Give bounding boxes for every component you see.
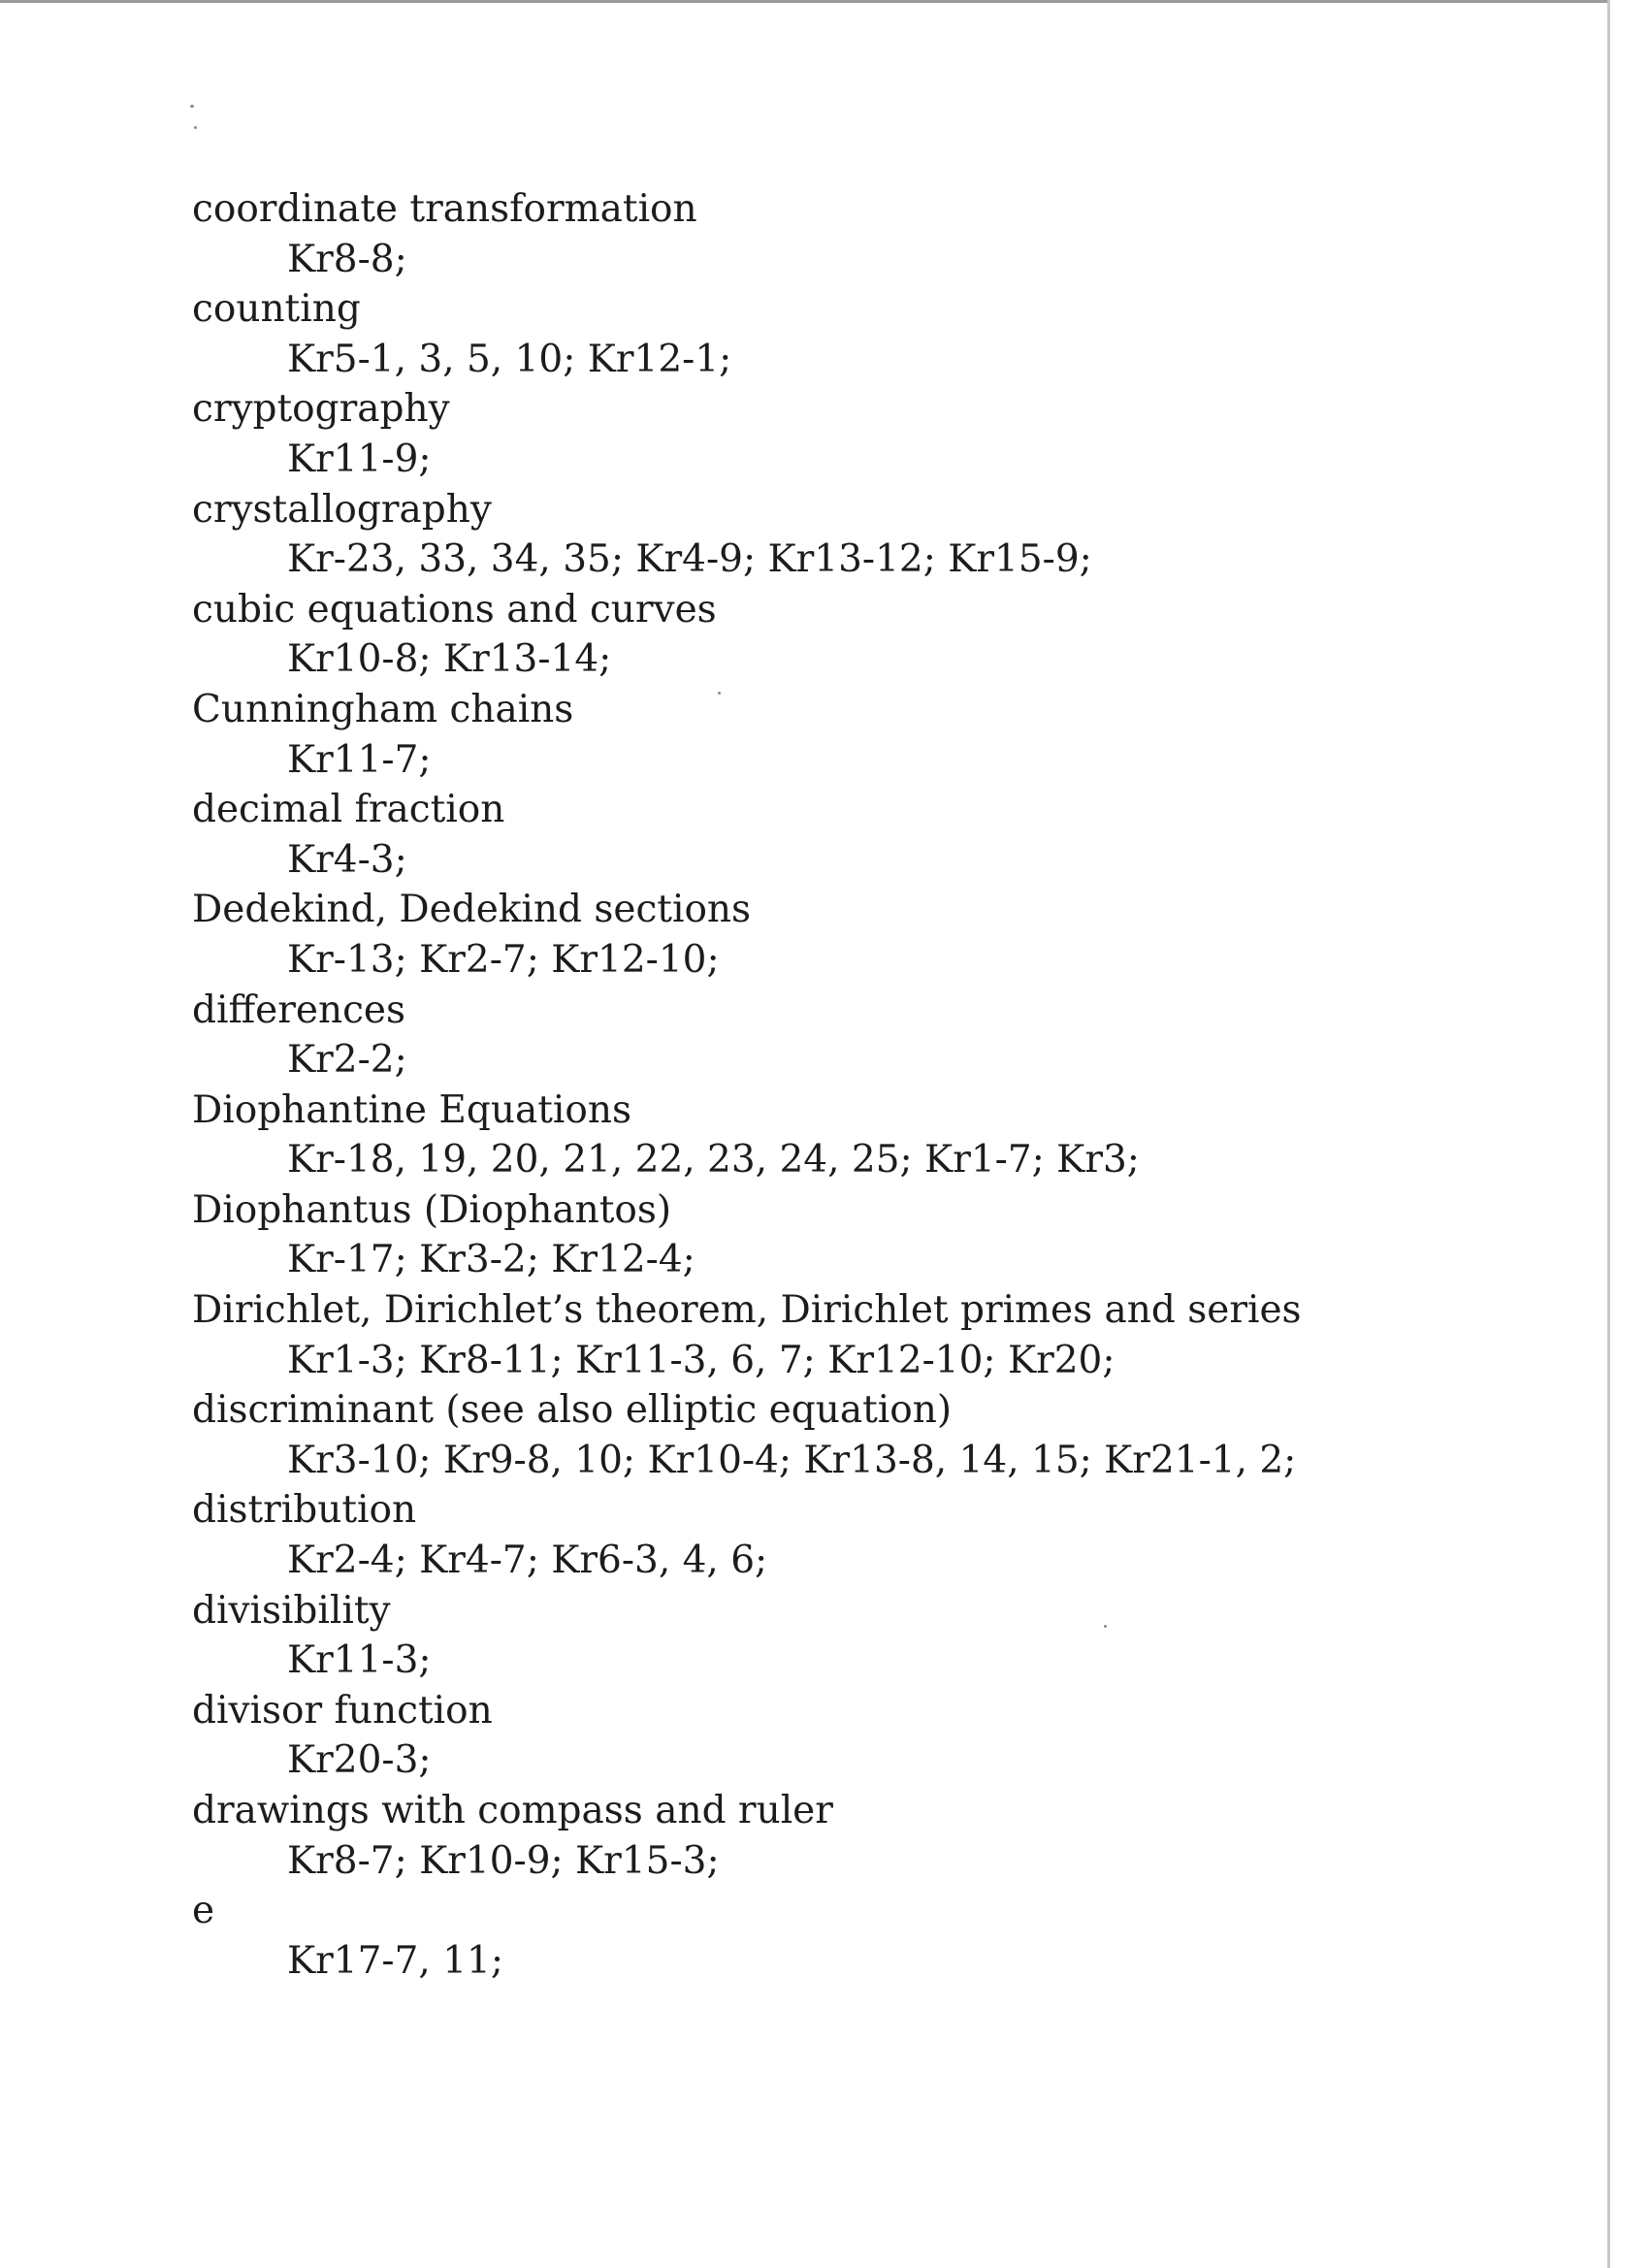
index-entry	[192, 284, 1550, 384]
index-references: Kr8-8;	[287, 237, 407, 281]
index-entry	[192, 1686, 1550, 1786]
index-entry	[192, 1586, 1550, 1686]
index-entry	[192, 585, 1550, 685]
index-term: distribution	[192, 1488, 417, 1533]
index-entry	[192, 384, 1550, 484]
scan-speck	[190, 105, 194, 108]
index-entry	[192, 1786, 1550, 1886]
index-references: Kr1-3; Kr8-11; Kr11-3, 6, 7; Kr12-10; Kr20;	[287, 1338, 1116, 1382]
index-term: Diophantus (Diophantos)	[192, 1187, 672, 1232]
index-term: decimal fraction	[192, 788, 505, 832]
index-references: Kr-13; Kr2-7; Kr12-10;	[287, 937, 720, 982]
index-entry	[192, 885, 1550, 985]
index-term: cryptography	[192, 387, 450, 432]
scan-top-edge	[0, 0, 1610, 3]
index-entry	[192, 685, 1550, 785]
index-term: Dedekind, Dedekind sections	[192, 888, 752, 932]
index-references: Kr3-10; Kr9-8, 10; Kr10-4; Kr13-8, 14, 15; Kr21-1, 2;	[287, 1438, 1297, 1482]
index-entry	[192, 1285, 1550, 1385]
index-term: divisor function	[192, 1688, 493, 1733]
index-term: Dirichlet, Dirichlet’s theorem, Dirichlet primes and series	[192, 1288, 1302, 1333]
index-term: drawings with compass and ruler	[192, 1789, 833, 1832]
index-entry	[192, 1485, 1550, 1585]
index-entry	[192, 1385, 1550, 1485]
index-references: Kr-17; Kr3-2; Kr12-4;	[287, 1238, 695, 1282]
index-term: counting	[192, 287, 361, 332]
scan-speck	[194, 126, 197, 129]
index-references: Kr20-3;	[287, 1738, 432, 1783]
index-references: Kr11-3;	[287, 1638, 432, 1683]
index-term: differences	[192, 988, 406, 1032]
index-term: e	[192, 1889, 215, 1933]
index-list	[192, 184, 1550, 1986]
index-entry	[192, 485, 1550, 585]
index-references: Kr11-7;	[287, 737, 432, 782]
index-references: Kr8-7; Kr10-9; Kr15-3;	[287, 1838, 720, 1883]
index-references: Kr-18, 19, 20, 21, 22, 23, 24, 25; Kr1-7; Kr3;	[287, 1138, 1140, 1183]
index-term: coordinate transformation	[192, 187, 697, 231]
index-references: Kr10-8; Kr13-14;	[287, 637, 612, 682]
index-entry	[192, 986, 1550, 1085]
index-term: Cunningham chains	[192, 687, 574, 731]
index-references: Kr2-4; Kr4-7; Kr6-3, 4, 6;	[287, 1539, 768, 1583]
index-entry	[192, 1185, 1550, 1285]
index-references: Kr-23, 33, 34, 35; Kr4-9; Kr13-12; Kr15-9;	[287, 537, 1092, 582]
index-references: Kr17-7, 11;	[287, 1938, 503, 1983]
index-references: Kr5-1, 3, 5, 10; Kr12-1;	[287, 337, 732, 381]
index-entry	[192, 184, 1550, 284]
index-references: Kr4-3;	[287, 837, 407, 882]
index-term: discriminant (see also elliptic equation)	[192, 1388, 953, 1433]
index-entry	[192, 1886, 1550, 1986]
scan-right-edge	[1607, 0, 1610, 2268]
index-entry	[192, 785, 1550, 885]
index-term: crystallography	[192, 487, 492, 532]
index-term: divisibility	[192, 1588, 391, 1633]
index-term: Diophantine Equations	[192, 1087, 631, 1132]
index-references: Kr11-9;	[287, 437, 432, 481]
index-references: Kr2-2;	[287, 1038, 407, 1083]
index-term: cubic equations and curves	[192, 587, 717, 632]
index-entry	[192, 1085, 1550, 1185]
